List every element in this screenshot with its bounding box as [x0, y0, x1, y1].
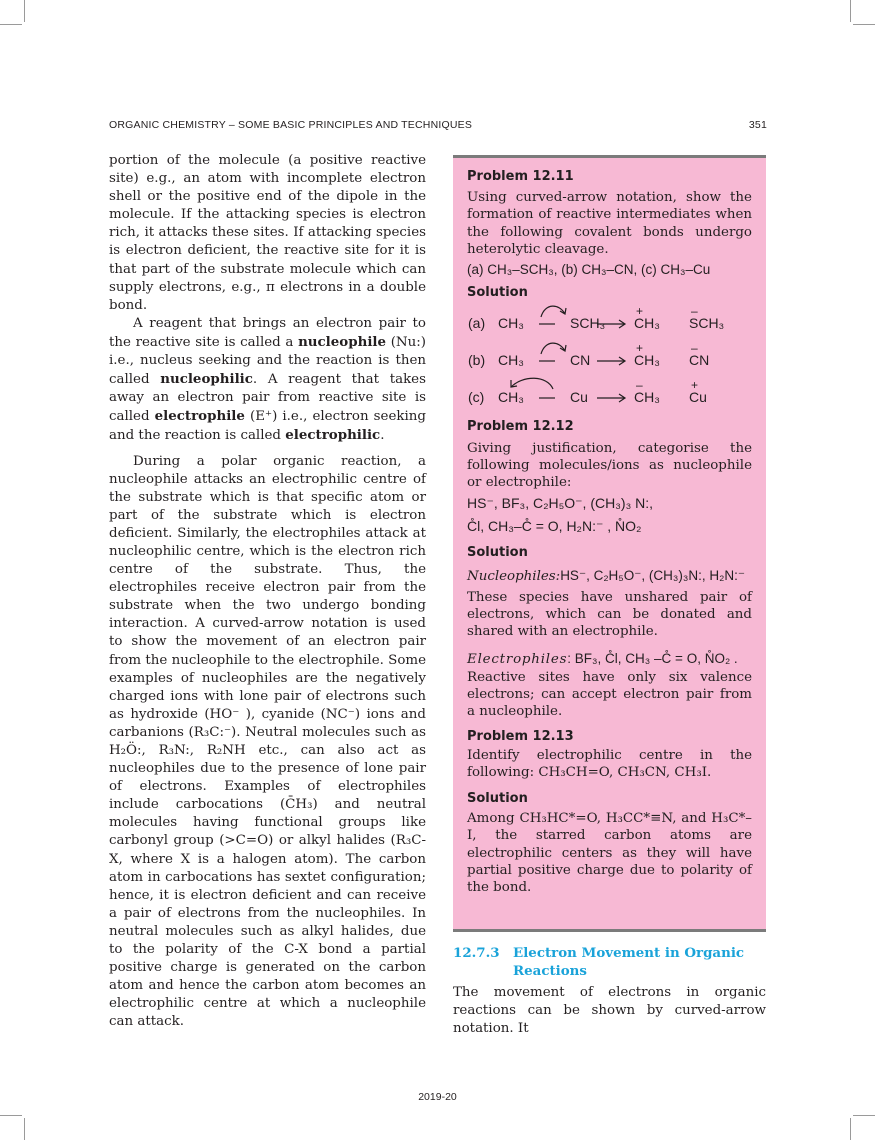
section-paragraph: The movement of electrons in organic reactions can be shown by curved-arrow notation. It: [453, 985, 766, 1036]
paragraph: portion of the molecule (a positive reactive site) e.g., an atom with incomplete electron shell or the positive end of the dipole in the molecule. If the attacking species is electron rich, it attacks these sites. If attacking species is electron deficient, the reactive site for it is that part of the substrate molecule which can supply electrons, e.g., π electrons in a double bond.: [109, 153, 426, 313]
reactant-group: Cu: [570, 389, 588, 406]
charge-sign: +: [636, 304, 644, 319]
problem-formula: (a) CH₃–SCH₃, (b) CH₃–CN, (c) CH₃–Cu: [467, 262, 711, 278]
product-ion: CN: [689, 352, 710, 369]
section-title: Electron Movement in Organic Reactions: [513, 945, 745, 979]
problem-box: [453, 155, 766, 932]
reaction-label: (a): [468, 315, 486, 332]
text-run: . A reagent that takes away an electron pair from reactive site is called: [109, 372, 426, 425]
reaction-graphic: [467, 301, 752, 338]
left-column: [109, 152, 426, 1032]
text-run: .: [380, 428, 385, 444]
running-header: [109, 119, 767, 131]
product-ion: CH₃: [634, 352, 660, 369]
page-number: 351: [748, 119, 767, 131]
solution-label: Solution: [467, 791, 528, 807]
charge-sign: –: [691, 304, 698, 319]
header-title: ORGANIC CHEMISTRY – SOME BASIC PRINCIPLES AND TECHNIQUES: [109, 119, 473, 131]
charge-sign: –: [636, 378, 643, 393]
reaction-arrow: [597, 320, 625, 328]
crop-mark: [853, 1115, 875, 1116]
crop-mark: [24, 1118, 25, 1140]
explanation: Reactive sites have only six valence electrons; can accept electron pair from a nucleophile.: [467, 669, 752, 720]
product-ion: SCH₃: [689, 315, 725, 332]
species-list: C̊l, CH₃–C̊ = O, H₂N:⁻ , N̊O₂: [467, 518, 642, 535]
curved-arrow: [541, 307, 566, 318]
text-run: (Nu:) i.e., nucleus seeking and the reaction is then called: [109, 334, 427, 388]
problem-title: Problem 12.13: [467, 729, 574, 745]
reaction-arrow: [597, 394, 625, 402]
reaction-row: [467, 375, 752, 412]
curved-arrow: [541, 344, 566, 355]
reaction-row: [467, 338, 752, 375]
term-nucleophile: nucleophile: [298, 333, 387, 350]
term-electrophile: electrophile: [154, 408, 245, 425]
reaction-row: [467, 301, 752, 338]
electrophiles-list: : BF₃, C̊l, CH₃ –C̊ = O, N̊O₂ .: [567, 650, 738, 666]
reaction-graphic: [467, 338, 752, 375]
product-ion: Cu: [689, 389, 707, 406]
reactant-group: CH₃: [498, 352, 524, 369]
paragraph: [109, 315, 426, 446]
crop-mark: [850, 0, 851, 22]
paragraph: During a polar organic reaction, a nucleophile attacks an electrophilic centre of the substrate which is that specific atom or part of the substrate which is electron deficient. Similarly, the electrophiles attack at nucleophilic centre, which is the electron rich centre of the substrate. Thus, the electrophiles receive electron pair from the substrate when the two undergo bonding interaction. A curved-arrow notation is used to show the movement of an electron pair from the nucleophile to the electrophile. Some examples of nucleophiles are the negatively charged ions with lone pair of electrons such as hydroxide (HO⁻ ), cyanide (NC⁻) ions and carbanions (R₃C:⁻). Neutral molecules such as H₂Ö:, R₃N:, R₂NH etc., can also act as nucleophiles due to the presence of lone pair of electrons. Examples of electrophiles include carbocations (C̄H₃) and neutral molecules having functional groups like carbonyl group (>C=O) or alkyl halides (R₃C-X, where X is a halogen atom). The carbon atom in carbocations has sextet configuration; hence, it is electron deficient and can receive a pair of electrons from the nucleophiles. In neutral molecules such as alkyl halides, due to the polarity of the C-X bond a partial positive charge is generated on the carbon atom and hence the carbon atom becomes an electrophilic centre at which a nucleophile can attack.: [109, 453, 426, 1030]
text-run: (E⁺) i.e., electron seeking and the reaction is called: [109, 409, 426, 444]
problem-text: Using curved-arrow notation, show the formation of reactive intermediates when the following covalent bonds undergo heterolytic cleavage.: [467, 190, 752, 257]
crop-mark: [0, 1115, 22, 1116]
term-electrophilic: electrophilic: [285, 427, 381, 444]
reaction-arrow: [597, 357, 625, 365]
reaction-list: [467, 301, 752, 412]
electrophiles-line: [467, 650, 752, 668]
problem-text: Giving justification, categorise the following molecules/ions as nucleophile or electrophile:: [467, 440, 752, 491]
electrophiles-label: Electrophiles: [467, 651, 568, 667]
problem-text: Identify electrophilic centre in the following: CH₃CH=O, CH₃CN, CH₃I.: [467, 747, 752, 780]
charge-sign: +: [691, 378, 699, 393]
reaction-label: (c): [468, 389, 485, 406]
product-ion: CH₃: [634, 315, 660, 332]
species-list: HS⁻, BF₃, C₂H₅O⁻, (CH₃)₃ N:,: [467, 495, 654, 512]
nucleophiles-list: HS⁻, C₂H₅O⁻, (CH₃)₃N:, H₂N:⁻: [560, 567, 745, 583]
nucleophiles-line: [467, 567, 752, 585]
reactant-group: CH₃: [498, 315, 524, 332]
solution-label: Solution: [467, 544, 528, 560]
reaction-graphic: [467, 375, 752, 412]
problem-title: Problem 12.11: [467, 169, 574, 184]
reaction-label: (b): [468, 352, 486, 369]
crop-mark: [850, 1118, 851, 1140]
charge-sign: +: [636, 341, 644, 356]
crop-mark: [24, 0, 25, 22]
solution-label: Solution: [467, 285, 528, 301]
reactant-group: SCH₃: [570, 315, 606, 332]
product-ion: CH₃: [634, 389, 660, 406]
reactant-group: CN: [570, 352, 591, 369]
explanation: These species have unshared pair of electrons, which can be donated and shared with an electrophile.: [467, 590, 752, 640]
section-heading: [453, 944, 766, 980]
solution-text: Among CH₃HC*=O, H₃CC*≡N, and H₃C*–I, the starred carbon atoms are electrophilic centers as they will have partial positive charge due to polarity of the bond.: [467, 811, 752, 896]
nucleophiles-label: Nucleophiles:: [467, 568, 561, 584]
curved-arrow: [511, 379, 553, 390]
section-number: 12.7.3: [453, 945, 500, 961]
problem-title: Problem 12.12: [467, 419, 574, 435]
text-run: A reagent that brings an electron pair to the reactive site is called a: [109, 315, 426, 350]
charge-sign: –: [691, 341, 698, 356]
crop-mark: [853, 24, 875, 25]
term-nucleophilic: nucleophilic: [160, 371, 253, 388]
crop-mark: [0, 24, 22, 25]
page-footer: 2019-20: [418, 1091, 457, 1103]
reactant-group: CH₃: [498, 389, 524, 406]
